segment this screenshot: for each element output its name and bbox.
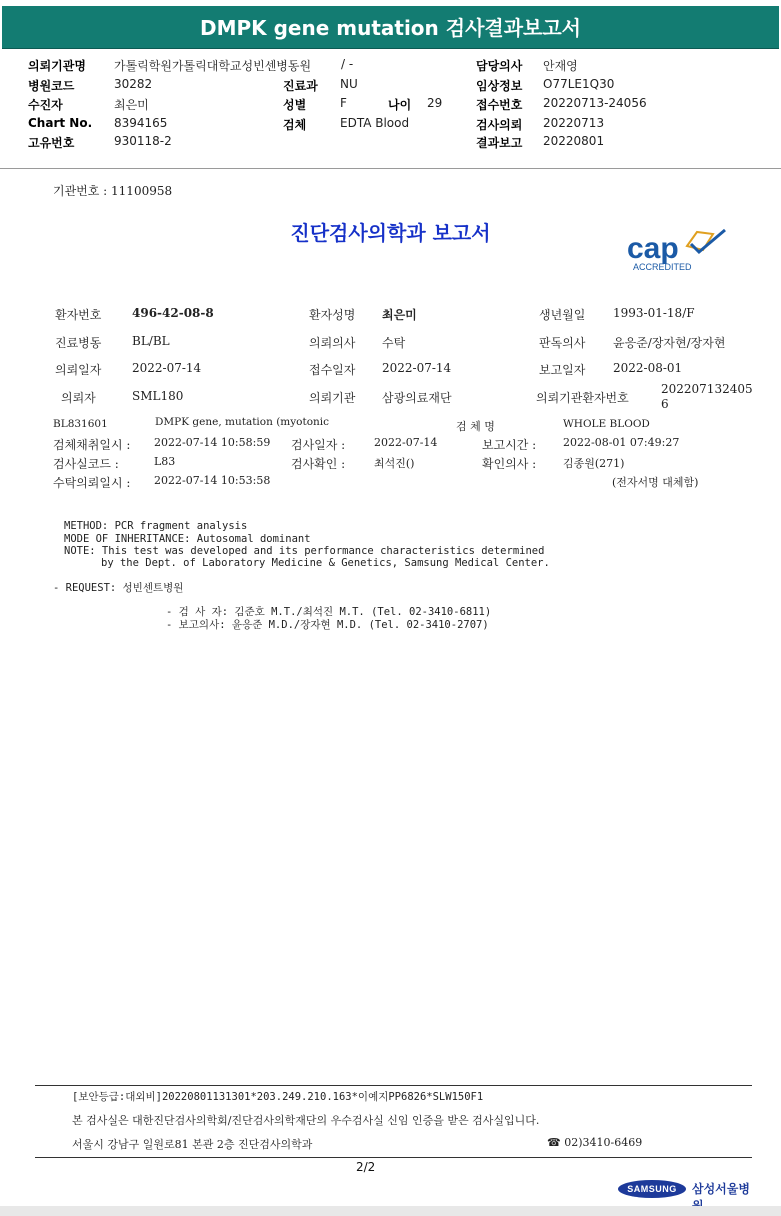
exam-name: DMPK gene, mutation (myotonic: [155, 416, 330, 428]
report-header: [0, 0, 781, 168]
req-inst-patient-value-1: 202207132405: [661, 382, 753, 396]
reading-doctor-label: 판독의사: [539, 336, 586, 350]
clinical-value: O77LE1Q30: [543, 77, 615, 91]
report-title: 진단검사의학과 보고서: [290, 221, 491, 245]
dept-label: 진료과: [283, 79, 318, 93]
result-label: 결과보고: [476, 136, 523, 150]
samsung-hospital-logo: [618, 1178, 758, 1202]
collect-value: 2022-07-14 10:58:59: [154, 436, 271, 449]
electronic-signature-note: (전자서명 대체함): [612, 476, 699, 489]
doctor-label: 담당의사: [476, 59, 523, 73]
exam-confirm-value: 최석진(): [374, 457, 415, 470]
doctor-value: 안재영: [543, 59, 578, 73]
report-time-value: 2022-08-01 07:49:27: [563, 436, 680, 449]
unique-label: 고유번호: [28, 136, 75, 150]
patient-no-label: 환자번호: [55, 308, 102, 322]
cap-accredited-text: ACCREDITED: [633, 262, 692, 272]
reporter-note: - 보고의사: 윤응준 M.D./장자현 M.D. (Tel. 02-3410-2707): [166, 619, 489, 631]
requester-value: SML180: [132, 389, 184, 403]
req-org-label: 의뢰기관명: [28, 59, 86, 73]
receipt-date-value: 2022-07-14: [382, 361, 452, 375]
patient-name-label: 환자성명: [309, 308, 356, 322]
age-value: 29: [427, 96, 443, 110]
hospital-name: 삼성서울병: [692, 1182, 750, 1196]
note-line-2: by the Dept. of Laboratory Medicine & Genetics, Samsung Medical Center.: [101, 557, 550, 569]
inheritance-note: MODE OF INHERITANCE: Autosomal dominant: [64, 533, 311, 545]
receipt-no-value: 20220713-24056: [543, 96, 647, 110]
chart-label: Chart No.: [28, 116, 93, 130]
report-time-label: 보고시간 :: [482, 438, 537, 452]
sex-label: 성별: [283, 98, 307, 112]
req-doctor-value: 수탁: [382, 336, 406, 350]
req-inst-value: 삼광의료재단: [382, 391, 452, 405]
page-bottom-strip: [0, 1206, 781, 1216]
footer-top-line: [35, 1085, 752, 1086]
cap-logo-text: cap: [627, 232, 679, 265]
exam-code: BL831601: [53, 418, 108, 430]
dob-value: 1993-01-18/F: [613, 306, 695, 320]
report-date-label: 보고일자: [539, 363, 586, 377]
specimen-label: 검체: [283, 118, 307, 132]
request-note: - REQUEST: 성빈센트병원: [53, 582, 184, 594]
requester-label: 의뢰자: [61, 391, 96, 405]
samsung-logo-oval: SAMSUNG: [618, 1180, 686, 1198]
dept-value: NU: [340, 77, 358, 91]
req-date-label: 의뢰일자: [55, 363, 102, 377]
req-org-value: 가톨릭학원가톨릭대학교성빈센병동원: [114, 59, 312, 73]
exam-req-value: 20220713: [543, 116, 605, 130]
exam-confirm-label: 검사확인 :: [291, 457, 346, 471]
certification-text: 본 검사실은 대한진단검사의학회/진단검사의학재단의 우수검사실 신임 인증을 받은 검사실입니다.: [72, 1114, 540, 1127]
patient-name-value: 최은미: [382, 308, 417, 322]
sex-value: F: [340, 96, 347, 110]
report-date-value: 2022-08-01: [613, 361, 683, 375]
examiner-note: - 검 사 자: 김준호 M.T./최석진 M.T. (Tel. 02-3410-6811): [166, 606, 492, 618]
exam-specimen-label: 검 체 명: [456, 420, 495, 433]
exam-specimen-value: WHOLE BLOOD: [563, 418, 650, 430]
cap-accredited-logo: [625, 228, 730, 274]
confirm-doctor-value: 김종원(271): [563, 457, 625, 470]
consign-label: 수탁의뢰일시 :: [53, 476, 131, 490]
consign-value: 2022-07-14 10:53:58: [154, 474, 271, 487]
result-value: 20220801: [543, 134, 605, 148]
page-number: 2/2: [356, 1160, 376, 1174]
chart-value: 8394165: [114, 116, 168, 130]
req-inst-patient-label: 의뢰기관환자번호: [536, 391, 629, 405]
exam-date-label: 검사일자 :: [291, 438, 346, 452]
security-line: [보안등급:대외비]20220801131301*203.249.210.163*이예지PP6826*SLW150F1: [72, 1091, 484, 1103]
note-line-1: NOTE: This test was developed and its performance characteristics determined: [64, 545, 545, 557]
lab-code-value: L83: [154, 455, 176, 468]
clinical-label: 임상정보: [476, 79, 523, 93]
hospital-code-value: 30282: [114, 77, 153, 91]
recipient-value: 최은미: [114, 98, 149, 112]
header-divider: [0, 168, 781, 169]
collect-label: 검체채취일시 :: [53, 438, 131, 452]
cap-check-icon: [687, 232, 713, 250]
patient-no-value: 496-42-08-8: [132, 306, 214, 320]
req-doctor-label: 의뢰의사: [309, 336, 356, 350]
method-note: METHOD: PCR fragment analysis: [64, 520, 248, 532]
exam-date-value: 2022-07-14: [374, 436, 438, 449]
req-org-extra: / -: [341, 57, 354, 71]
lab-code-label: 검사실코드 :: [53, 457, 119, 471]
dob-label: 생년월일: [539, 308, 586, 322]
address-text: 서울시 강남구 일원로81 본관 2층 진단검사의학과: [72, 1138, 313, 1151]
header-title: DMPK gene mutation 검사결과보고서: [2, 6, 779, 49]
receipt-no-label: 접수번호: [476, 98, 523, 112]
hospital-code-label: 병원코드: [28, 79, 75, 93]
confirm-doctor-label: 확인의사 :: [482, 457, 537, 471]
ward-label: 진료병동: [55, 336, 102, 350]
req-inst-label: 의뢰기관: [309, 391, 356, 405]
phone-text: ☎ 02)3410-6469: [547, 1136, 643, 1149]
receipt-date-label: 접수일자: [309, 363, 356, 377]
req-inst-patient-value-2: 6: [661, 397, 669, 411]
exam-req-label: 검사의뢰: [476, 118, 523, 132]
institution-number: 기관번호 : 11100958: [53, 184, 173, 198]
footer-bottom-line: [35, 1157, 752, 1158]
reading-doctor-value: 윤응준/장자현/장자현: [613, 336, 726, 350]
age-label: 나이: [388, 98, 412, 112]
recipient-label: 수진자: [28, 98, 63, 112]
req-date-value: 2022-07-14: [132, 361, 202, 375]
specimen-value: EDTA Blood: [340, 116, 410, 130]
unique-value: 930118-2: [114, 134, 172, 148]
ward-value: BL/BL: [132, 334, 170, 348]
